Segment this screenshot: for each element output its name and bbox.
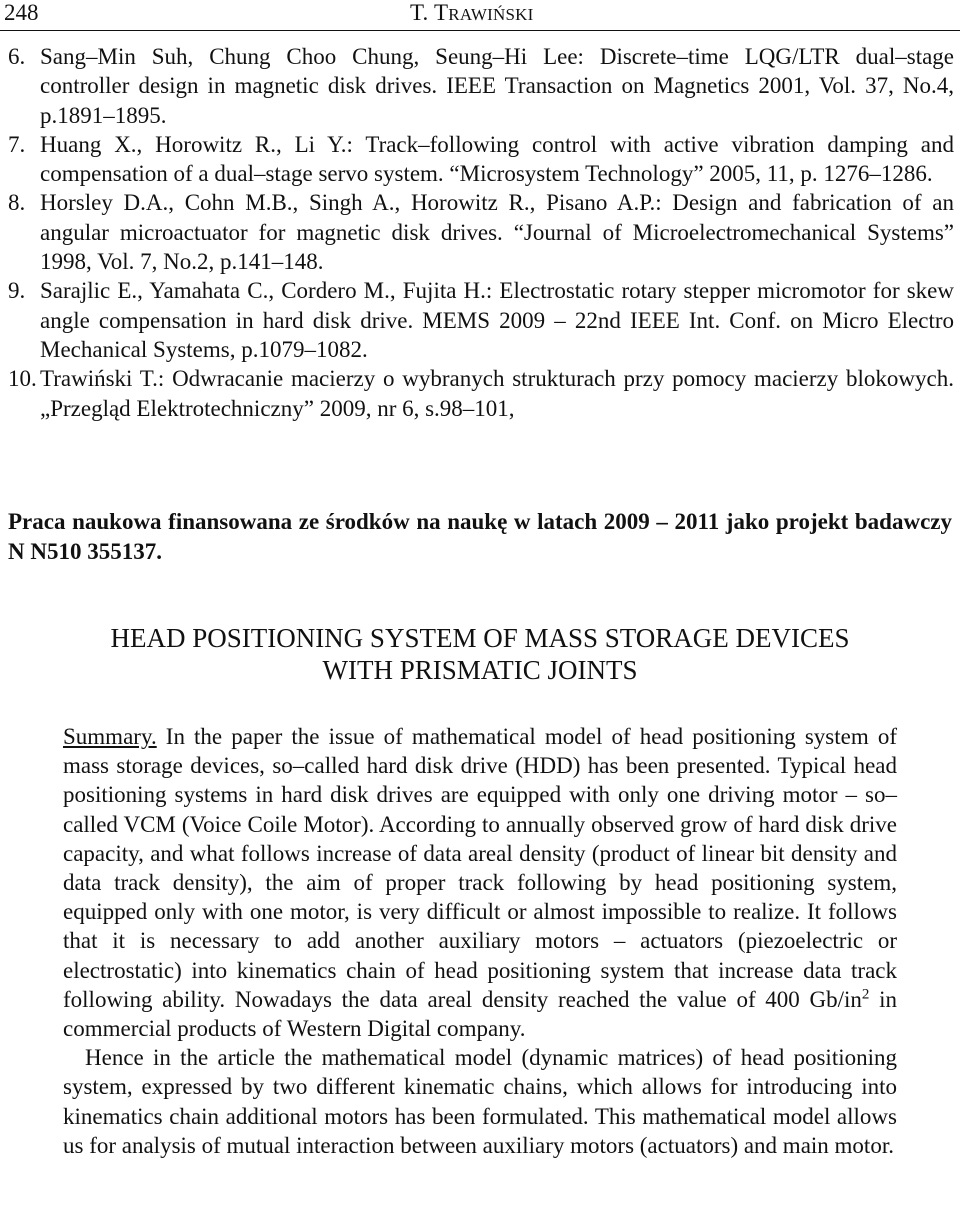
running-head <box>410 0 534 28</box>
reference-item <box>8 42 954 130</box>
title-line-2: WITH PRISMATIC JOINTS <box>322 655 638 685</box>
reference-number: 7. <box>8 131 26 157</box>
reference-text: Sarajlic E., Yamahata C., Cordero M., Fujita H.: Electrostatic rotary stepper micromotor for skew angle compensation in hard disk drive. MEMS 2009 – 22nd IEEE Int. Conf. on Micro Electro Mechanical Systems, p.1079–1082. <box>40 278 954 362</box>
page-header <box>0 0 960 31</box>
page-number: 248 <box>4 0 39 25</box>
superscript-two: 2 <box>861 986 870 1003</box>
summary-paragraph-1 <box>63 722 897 1043</box>
reference-text: Sang–Min Suh, Chung Choo Chung, Seung–Hi Lee: Discrete–time LQG/LTR dual–stage controller design in magnetic disk drives. IEEE Transaction on Magnetics 2001, Vol. 37, No.4, p.1891–1895. <box>40 44 954 128</box>
summary-label: Summary. <box>63 724 157 749</box>
summary-text-1-end: in commercial products of Western Digital company. <box>63 986 897 1042</box>
reference-number: 6. <box>8 44 26 69</box>
reference-item <box>8 188 954 276</box>
reference-item <box>8 364 954 423</box>
reference-number: 10. <box>8 366 37 392</box>
reference-item <box>8 130 954 189</box>
reference-text: Horsley D.A., Cohn M.B., Singh A., Horowitz R., Pisano A.P.: Design and fabrication of an angular microactuator for magnetic disk drives. “Journal of Microelectromechanical Systems” 1998, Vol. 7, No.2, p.141–148. <box>40 190 954 275</box>
paper-title <box>0 622 960 686</box>
reference-item <box>8 276 954 364</box>
title-line-1: HEAD POSITIONING SYSTEM OF MASS STORAGE DEVICES <box>110 623 850 653</box>
funding-note: Praca naukowa finansowana ze środków na naukę w latach 2009 – 2011 jako projekt badawczy N N510 355137. <box>8 509 952 564</box>
reference-number: 8. <box>8 190 26 216</box>
summary-paragraph-2: Hence in the article the mathematical model (dynamic matrices) of head positioning system, expressed by two different kinematic chains, which allows for introducing into kinematics chain additional motors has been formulated. This mathematical model allows us for analysis of mutual interaction between auxiliary motors (actuators) and main motor. <box>63 1045 897 1158</box>
reference-text: Huang X., Horowitz R., Li Y.: Track–following control with active vibration damping and compensation of a dual–stage servo system. “Microsystem Technology” 2005, 11, p. 1276–1286. <box>40 131 954 187</box>
summary-text-1: In the paper the issue of mathematical model of head positioning system of mass storage devices, so–called hard disk drive (HDD) has been presented. Typical head positioning systems in hard disk drives are equipped with only one driving motor – so–called VCM (Voice Coile Motor). According to annually observed grow of hard disk drive capacity, and what follows increase of data areal density (product of linear bit density and data track density), the aim of proper track following by head positioning system, equipped only with one motor, is very difficult or almost impossible to realize. It follows that it is necessary to add another auxiliary motors – actuators (piezoelectric or electrostatic) into kinematics chain of head positioning system that increase data track following ability. Nowadays the data areal density reached the value of 400 Gb/in <box>63 724 897 1012</box>
reference-number: 9. <box>8 278 26 304</box>
running-head-rest: RAWIŃSKI <box>448 5 534 24</box>
reference-text: Trawiński T.: Odwracanie macierzy o wybranych strukturach przy pomocy macierzy blokowych. „Przegląd Elektrotechniczny” 2009, nr 6, s.98–101, <box>40 366 954 421</box>
running-head-initial: T. T <box>410 0 449 25</box>
reference-list <box>8 42 954 423</box>
summary-section <box>63 722 897 1160</box>
